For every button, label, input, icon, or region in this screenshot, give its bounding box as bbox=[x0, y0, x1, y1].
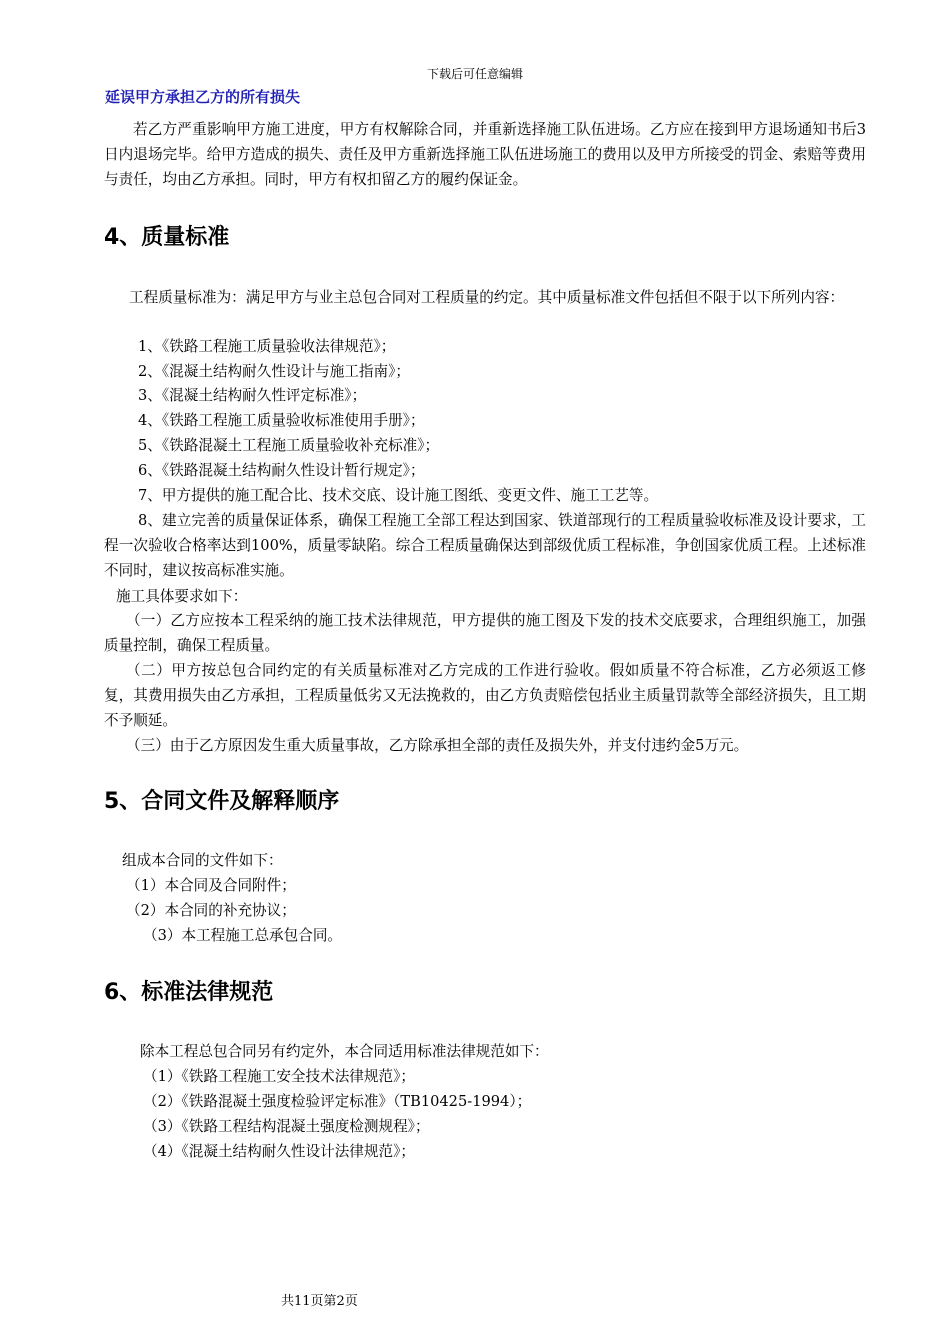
section5-item-1: （1）本合同及合同附件； bbox=[126, 877, 296, 894]
requirement-3: （三）由于乙方原因发生重大质量事故，乙方除承担全部的责任及损失外，并支付违约金5万元。 bbox=[126, 737, 749, 754]
section4-item-4: 4、《铁路工程施工质量验收标准使用手册》； bbox=[138, 412, 425, 429]
requirement-2: （二）甲方按总包合同约定的有关质量标准对乙方完成的工作进行验收。假如质量不符合标准，乙方必须返工修复，其费用损失由乙方承担，工程质量低劣又无法挽救的，由乙方负责赔偿包括业主质量罚款等全部经济损失，且工期不予顺延。 bbox=[104, 662, 866, 730]
section4-intro: 工程质量标准为：满足甲方与业主总包合同对工程质量的约定。其中质量标准文件包括但不限于以下所列内容： bbox=[129, 289, 845, 306]
page-footer: 共11页第2页 bbox=[281, 1294, 358, 1309]
section4-item-6: 6、《铁路混凝土结构耐久性设计暂行规定》； bbox=[138, 462, 425, 479]
section4-item-7: 7、甲方提供的施工配合比、技术交底、设计施工图纸、变更文件、施工工艺等。 bbox=[138, 487, 659, 504]
section6-item-3: （3）《铁路工程结构混凝土强度检测规程》； bbox=[143, 1118, 430, 1135]
section4-item-5: 5、《铁路混凝土工程施工质量验收补充标准》； bbox=[138, 437, 440, 454]
requirement-1: （一）乙方应按本工程采纳的施工技术法律规范，甲方提供的施工图及下发的技术交底要求，合理组织施工，加强质量控制，确保工程质量。 bbox=[104, 612, 866, 655]
section4-item-2: 2、《混凝土结构耐久性设计与施工指南》； bbox=[138, 363, 410, 380]
section5-intro: 组成本合同的文件如下： bbox=[122, 852, 283, 869]
section6-intro: 除本工程总包合同另有约定外，本合同适用标准法律规范如下： bbox=[140, 1043, 549, 1060]
section6-heading: 6、标准法律规范 bbox=[104, 980, 274, 1005]
section5-item-3: （3）本工程施工总承包合同。 bbox=[143, 927, 343, 944]
intro-paragraph: 若乙方严重影响甲方施工进度，甲方有权解除合同，并重新选择施工队伍进场。乙方应在接到甲方退场通知书后3日内退场完毕。给甲方造成的损失、责任及甲方重新选择施工队伍进场施工的费用以及甲方所接受的罚金、索赔等费用与责任，均由乙方承担。同时，甲方有权扣留乙方的履约保证金。 bbox=[104, 121, 866, 189]
section6-item-2: （2）《铁路混凝土强度检验评定标准》（TB10425-1994）； bbox=[143, 1093, 532, 1110]
section6-item-1: （1）《铁路工程施工安全技术法律规范》； bbox=[143, 1068, 415, 1085]
section5-item-2: （2）本合同的补充协议； bbox=[126, 902, 296, 919]
page-header: 下载后可任意编辑 bbox=[426, 67, 523, 81]
section4-item-8: 8、建立完善的质量保证体系，确保工程施工全部工程达到国家、铁道部现行的工程质量验收标准及设计要求，工程一次验收合格率达到100%，质量零缺陷。综合工程质量确保达到部级优质工程标准，争创国家优质工程。上述标准不同时，建议按高标准实施。 bbox=[104, 512, 866, 580]
requirements-label: 施工具体要求如下： bbox=[116, 588, 248, 605]
section4-heading: 4、质量标准 bbox=[104, 225, 230, 250]
section-intro-title: 延误甲方承担乙方的所有损失 bbox=[105, 88, 301, 106]
section4-item-3: 3、《混凝土结构耐久性评定标准》； bbox=[138, 387, 367, 404]
section4-item-1: 1、《铁路工程施工质量验收法律规范》； bbox=[138, 338, 396, 355]
section6-item-4: （4）《混凝土结构耐久性设计法律规范》； bbox=[143, 1143, 415, 1160]
section5-heading: 5、合同文件及解释顺序 bbox=[104, 789, 340, 814]
